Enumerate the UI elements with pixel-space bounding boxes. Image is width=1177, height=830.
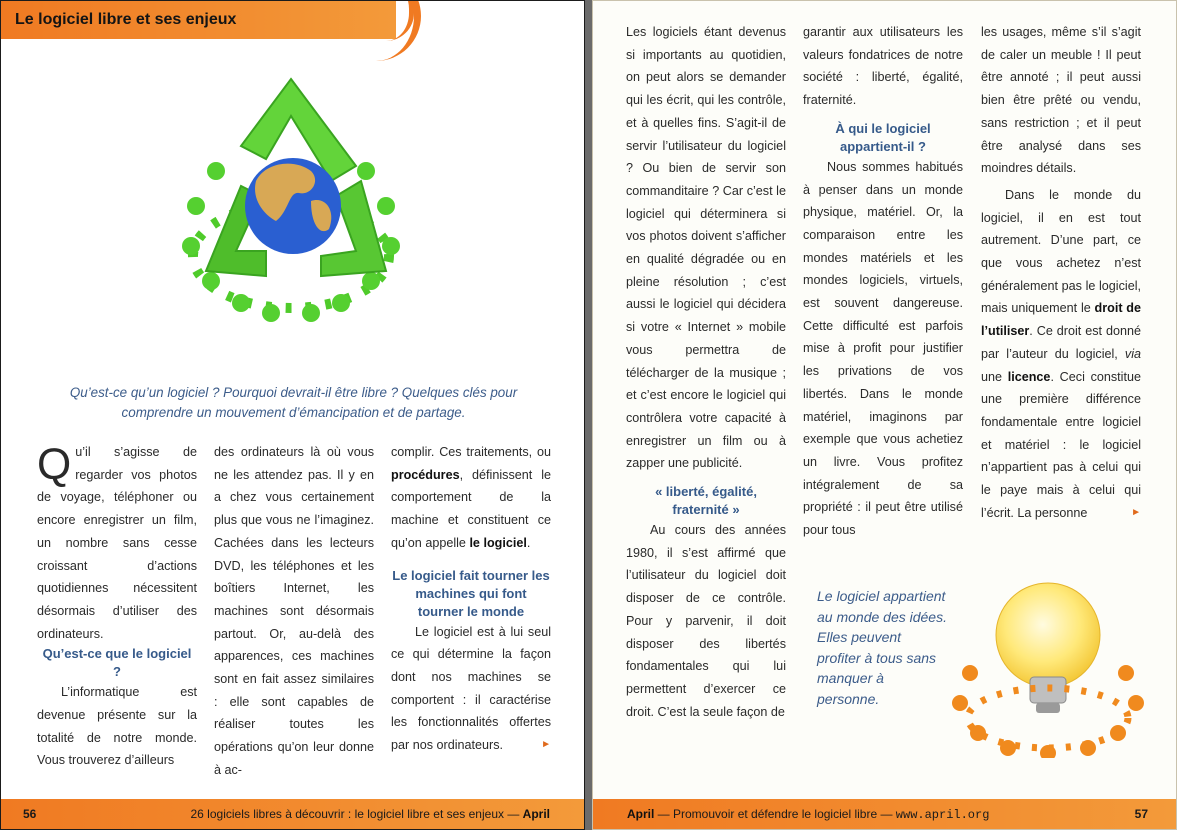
page-title: Le logiciel libre et ses enjeux xyxy=(15,11,237,28)
header-bar xyxy=(1,1,396,39)
left-column-1 xyxy=(37,441,197,772)
footer-bar xyxy=(593,799,1176,829)
continue-arrow-icon: ► xyxy=(1131,506,1141,518)
pull-quote: Le logiciel appartient au monde des idées. Elles peuvent profiter à tous sans manquer à personne. xyxy=(817,588,947,707)
footer-url[interactable]: www.april.org xyxy=(895,808,990,822)
subheading: À qui le logiciel appartient-il ? xyxy=(835,120,931,154)
intro-text: Qu’est-ce qu’un logiciel ? Pourquoi devrait-il être libre ? Quelques clés pour comprendre un mouvement d’émancipation et de partage. xyxy=(69,385,518,420)
term-logiciel: le logiciel xyxy=(469,535,527,550)
dropcap: Q xyxy=(37,440,72,489)
left-page xyxy=(0,0,585,830)
recycling-globe-illustration xyxy=(171,71,411,326)
paragraph: Dans le monde du logiciel, il en est tout autrement. D’une part, ce que vous achetez n’est généralement pas le logiciel, mais uniquement le droit de l’utiliser. Ce droit est donné par l’auteur du logiciel, via une licence. Ceci constitue une première différence fondamentale entre logiciel et matériel : le logiciel n’appartient pas à celui qui le paye mais à celui qui l’écrit. La personne ► xyxy=(981,184,1141,525)
footer-brand: April xyxy=(522,807,550,821)
paragraph: les usages, même s’il s’agit de caler un meuble ! Il peut être annoté ; il peut aussi bien être prêté ou vendu, sans restriction ; et il peut être analysé dans ses moindres détails. xyxy=(981,25,1141,176)
term-licence: licence xyxy=(1007,369,1051,384)
left-column-2 xyxy=(214,441,374,782)
term-droit-utiliser: droit de l’utiliser xyxy=(981,301,1141,339)
footer-text: 26 logiciels libres à découvrir : le logiciel libre et ses enjeux — April xyxy=(190,807,550,821)
subheading: Qu’est-ce que le logiciel ? xyxy=(42,646,192,680)
left-column-3 xyxy=(391,441,551,757)
paragraph: des ordinateurs là où vous ne les attendez pas. Il y en a chez vous certainement plus que vous ne l’imaginez. Cachées dans les lecteurs DVD, les téléphones et les boîtiers Internet, les machines sont désormais partout. Or, au-delà des apparences, ces machines sont en fait assez similaires : elle sont capables de réaliser toutes les opérations qu’on leur donne à ac- xyxy=(214,445,374,777)
continue-arrow-icon: ► xyxy=(541,739,551,751)
footer-brand: April xyxy=(627,807,655,821)
paragraph: Les logiciels étant devenus si importants au quotidien, on peut alors se demander qui les écrit, qui les contrôle, et à quelles fins. S’agit-il de servir l’utilisateur du logiciel ? Ou bien de servir son commanditaire ? Car c’est le logiciel qui déterminera si vos photos doivent s’afficher en qualité dégradée ou en pleine résolution ; c’est aussi le logiciel qui décidera si votre « Internet » mobile vous permettra de télécharger de la musique ; et c’est encore le logiciel qui contrôlera votre capacité à enregistrer un film ou à zapper une publicité. xyxy=(626,25,786,471)
paragraph: complir. Ces traitements, ou procédures, définissent le comportement de la machine et constituent ce qu’on appelle le logiciel. xyxy=(391,445,551,550)
page-number: 56 xyxy=(23,807,37,821)
paragraph: garantir aux utilisateurs les valeurs fondatrices de notre société : liberté, égalité, fraternité. xyxy=(803,25,963,108)
right-column-3 xyxy=(981,21,1141,524)
paragraph: Nous sommes habitués à penser dans un monde physique, matériel. Or, la comparaison entre les mondes matériels et les mondes logiciels, virtuels, est souvent dangereuse. Cette difficulté est parfois mise à profit pour justifier les privations de vos libertés. Dans le monde matériel, imaginons par exemple que vous achetiez un livre. Vous profitez intégralement de sa propriété : il peut être utilisé pour tous xyxy=(803,159,963,538)
right-page xyxy=(592,0,1177,830)
subheading: « liberté, égalité, fraternité » xyxy=(655,484,757,518)
footer-text: April — Promouvoir et défendre le logiciel libre — www.april.org xyxy=(627,807,990,822)
subheading: Le logiciel fait tourner les machines qui font tourner le monde xyxy=(392,567,550,619)
term-procedures: procédures xyxy=(391,467,460,482)
footer-bar xyxy=(1,799,584,829)
paragraph: L’informatique est devenue présente sur la totalité de notre monde. Vous trouverez d’ailleurs xyxy=(37,685,197,768)
paragraph: Le logiciel est à lui seul ce qui détermine la façon dont nos machines se comportent : il caractérise les fonctionnalités offertes par nos ordinateurs. ► xyxy=(391,621,551,757)
lightbulb-people-illustration xyxy=(948,573,1148,758)
right-column-1 xyxy=(626,21,786,723)
paragraph: Au cours des années 1980, il s’est affirmé que l’utilisateur du logiciel doit disposer de ce contrôle. Pour y parvenir, il doit disposer des libertés fondamentales qui lui permettent d’exercer ce droit. C’est la seule façon de xyxy=(626,523,786,719)
right-column-2 xyxy=(803,21,963,542)
paragraph: u’il s’agisse de regarder vos photos de voyage, téléphoner ou encore enregistrer un film, un nombre sans cesse croissant d’actions quotidiennes nécessitent désormais d’utiliser des ordinateurs. xyxy=(37,445,197,641)
page-number: 57 xyxy=(1134,807,1148,821)
